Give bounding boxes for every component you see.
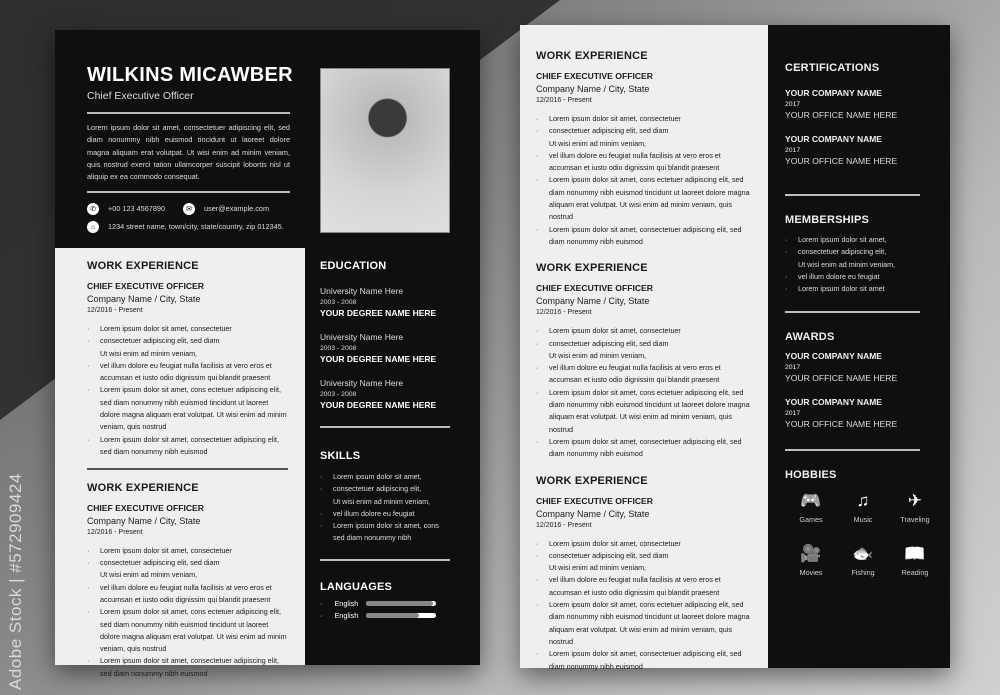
- main-column: [55, 248, 305, 678]
- bullet-item: · Lorem ipsum dolor sit amet, consectetuer: [87, 545, 288, 557]
- bullet-item: · Lorem ipsum dolor sit amet, cons ectetuer adipiscing elit, sed diam nonummy nibh euismod tincidunt ut laoreet dolore magna aliquam erat volutpat. Ut wisi enim ad minim veniam, quis nostrud: [536, 599, 754, 648]
- job-title: CHIEF EXECUTIVE OFFICER: [536, 495, 653, 506]
- bullet-item: · consectetuer adipiscing elit, sed diam Ut wisi enim ad minim veniam,: [536, 125, 754, 150]
- email: user@example.com: [204, 204, 270, 214]
- header: [87, 64, 307, 233]
- bullet-item: · Lorem ipsum dolor sit amet, consectetuer adipiscing elit, sed diam nonummy nibh euismod: [87, 434, 288, 459]
- language-level-fill: [366, 601, 433, 606]
- job-company: Company Name / City, State: [87, 294, 201, 304]
- bullet-item: · Lorem ipsum dolor sit amet, consectetuer adipiscing elit, sed diam nonummy nibh euismod: [536, 224, 754, 249]
- bullet-item: · consectetuer adipiscing elit, sed diam Ut wisi enim ad minim veniam,: [536, 338, 754, 363]
- entry: [785, 397, 920, 429]
- job-company: Company Name / City, State: [536, 84, 650, 94]
- main-column: [536, 50, 754, 671]
- bullet-item: · vel illum dolore eu feugiat nulla facilisis at vero eros et accumsan et iusto odio dignissim qui blandit praesent: [536, 150, 754, 175]
- membership-item: · vel illum dolore eu feugiat: [785, 271, 920, 283]
- education-entry: [320, 378, 450, 410]
- job-bullets: [536, 113, 754, 248]
- book-icon: 📖: [904, 544, 926, 564]
- bullet: ·: [320, 610, 323, 620]
- education-years: 2003 - 2008: [320, 299, 357, 306]
- bullet-item: · Lorem ipsum dolor sit amet, consectetuer: [536, 325, 754, 337]
- hobby-label: Fishing: [851, 568, 875, 578]
- skills-heading: SKILLS: [320, 450, 361, 462]
- summary: Lorem ipsum dolor sit amet, consectetuer adipiscing elit, sed diam nonummy nibh euismod tincidunt ut laoreet dolore magna aliquam erat volutpat. Ut wisi enim ad minim veniam, quis nostrud exerci tation ullamcorper suscipit lobortis nisl ut aliquip ex ea commodo consequat.: [87, 123, 290, 182]
- office-name: YOUR OFFICE NAME HERE: [785, 419, 898, 430]
- bullet-item: · consectetuer adipiscing elit, sed diam Ut wisi enim ad minim veniam,: [536, 550, 754, 575]
- degree-name: YOUR DEGREE NAME HERE: [320, 308, 437, 318]
- skill-item: · vel illum dolore eu feugiat: [320, 508, 450, 520]
- education-years: 2003 - 2008: [320, 345, 357, 352]
- divider: [785, 194, 920, 196]
- company-name: YOUR COMPANY NAME: [785, 351, 882, 362]
- bullet-item: · Lorem ipsum dolor sit amet, consectetuer adipiscing elit, sed diam nonummy nibh euismod: [536, 436, 754, 461]
- job-bullets: [536, 538, 754, 673]
- language-level-fill: [366, 613, 419, 618]
- language-item: [320, 611, 450, 620]
- entry-year: 2017: [785, 410, 801, 418]
- bullet-item: · Lorem ipsum dolor sit amet, cons ectetuer adipiscing elit, sed diam nonummy nibh euismod tincidunt ut laoreet dolore magna aliquam erat volutpat. Ut wisi enim ad minim veniam, quis nostrud: [87, 606, 288, 655]
- hobby-label: Music: [853, 515, 873, 525]
- awards-heading: AWARDS: [785, 331, 835, 344]
- bullet-item: · vel illum dolore eu feugiat nulla facilisis at vero eros et accumsan et iusto odio dignissim qui blandit praesent: [536, 574, 754, 599]
- candidate-role: Chief Executive Officer: [87, 90, 194, 102]
- job-entry: [536, 283, 754, 460]
- school-name: University Name Here: [320, 332, 404, 342]
- company-name: YOUR COMPANY NAME: [785, 134, 882, 144]
- side-column: [768, 25, 950, 668]
- hobby-label: Games: [799, 515, 823, 525]
- job-entry: [87, 503, 288, 680]
- profile-photo: [320, 68, 450, 233]
- hobby-reading: [889, 544, 941, 577]
- office-name: YOUR OFFICE NAME HERE: [785, 156, 898, 166]
- memberships-heading: MEMBERSHIPS: [785, 214, 870, 226]
- job-company: Company Name / City, State: [536, 508, 650, 519]
- language-level-bar: [366, 601, 436, 606]
- job-bullets: [87, 545, 288, 680]
- job-entry: [536, 496, 754, 673]
- bullet-item: · vel illum dolore eu feugiat nulla facilisis at vero eros et accumsan et iusto odio dignissim qui blandit praesent: [87, 582, 288, 607]
- membership-item: · Lorem ipsum dolor sit amet,: [785, 234, 920, 246]
- music-icon: ♫: [856, 491, 870, 511]
- hobby-movies: [785, 544, 837, 577]
- home-icon: ⌂: [87, 221, 99, 233]
- entry: [785, 134, 920, 166]
- bullet-item: · Lorem ipsum dolor sit amet, cons ectetuer adipiscing elit, sed diam nonummy nibh euismod tincidunt ut laoreet dolore magna aliquam erat volutpat. Ut wisi enim ad minim veniam, quis nostrud: [536, 387, 754, 436]
- degree-name: YOUR DEGREE NAME HERE: [320, 400, 437, 410]
- entry: [785, 88, 920, 120]
- job-dates: 12/2016 - Present: [536, 521, 592, 529]
- job-dates: 12/2016 - Present: [87, 307, 143, 314]
- entry-year: 2017: [785, 101, 801, 108]
- office-name: YOUR OFFICE NAME HERE: [785, 373, 898, 384]
- airplane-icon: ✈: [907, 491, 923, 511]
- hobby-label: Traveling: [900, 515, 930, 525]
- language-name: English: [334, 610, 359, 620]
- divider: [320, 559, 450, 561]
- resume-page-1: [55, 30, 480, 678]
- education-entry: [320, 332, 450, 364]
- job-entry: [87, 281, 288, 458]
- divider: [785, 311, 920, 313]
- work-experience-heading: WORK EXPERIENCE: [536, 474, 648, 487]
- fishing-icon: 🐟: [852, 544, 874, 564]
- divider: [87, 468, 288, 470]
- bullet-item: · consectetuer adipiscing elit, sed diam Ut wisi enim ad minim veniam,: [87, 557, 288, 582]
- phone: +00 123 4567890: [108, 204, 166, 214]
- language-name: English: [334, 598, 359, 608]
- work-experience-heading: WORK EXPERIENCE: [87, 260, 199, 272]
- bullet-item: · vel illum dolore eu feugiat nulla facilisis at vero eros et accumsan et iusto odio dignissim qui blandit praesent: [536, 362, 754, 387]
- job-entry: [536, 71, 754, 248]
- job-dates: 12/2016 - Present: [87, 528, 143, 536]
- side-column: [320, 260, 450, 620]
- watermark: Adobe Stock | #572909424: [6, 473, 25, 690]
- phone-icon: ✆: [87, 203, 99, 215]
- job-dates: 12/2016 - Present: [536, 97, 592, 104]
- entry: [785, 351, 920, 383]
- hobby-traveling: [889, 491, 941, 524]
- job-title: CHIEF EXECUTIVE OFFICER: [536, 283, 653, 294]
- entry-year: 2017: [785, 147, 801, 154]
- entry-year: 2017: [785, 364, 801, 372]
- hobby-music: [837, 491, 889, 524]
- hobbies-heading: HOBBIES: [785, 469, 837, 482]
- bullet-item: · vel illum dolore eu feugiat nulla facilisis at vero eros et accumsan et iusto odio dignissim qui blandit praesent: [87, 360, 288, 385]
- divider: [320, 426, 450, 428]
- language-level-bar: [366, 613, 436, 618]
- degree-name: YOUR DEGREE NAME HERE: [320, 354, 437, 364]
- job-title: CHIEF EXECUTIVE OFFICER: [536, 71, 653, 81]
- skill-item: · Lorem ipsum dolor sit amet, cons sed diam nonummy nibh: [320, 520, 450, 545]
- hobby-fishing: [837, 544, 889, 577]
- candidate-name: WILKINS MICAWBER: [87, 64, 293, 86]
- education-years: 2003 - 2008: [320, 391, 357, 398]
- education-entry: [320, 286, 450, 318]
- resume-page-2: [520, 25, 950, 671]
- bullet-item: · Lorem ipsum dolor sit amet, consectetuer: [87, 323, 288, 335]
- company-name: YOUR COMPANY NAME: [785, 397, 882, 408]
- bullet: ·: [320, 598, 323, 608]
- certifications-heading: CERTIFICATIONS: [785, 62, 880, 74]
- divider: [785, 449, 920, 451]
- work-experience-heading: WORK EXPERIENCE: [536, 50, 648, 62]
- divider: [87, 112, 290, 114]
- address: 1234 street name, town/city, state/country, zip 012345.: [108, 222, 284, 232]
- divider: [87, 191, 290, 193]
- bullet-item: · Lorem ipsum dolor sit amet, cons ectetuer adipiscing elit, sed diam nonummy nibh euismod tincidunt ut laoreet dolore magna aliquam erat volutpat. Ut wisi enim ad minim veniam, quis nostrud: [87, 384, 288, 433]
- gamepad-icon: 🎮: [800, 491, 822, 511]
- work-experience-heading: WORK EXPERIENCE: [87, 481, 199, 494]
- job-title: CHIEF EXECUTIVE OFFICER: [87, 281, 204, 291]
- membership-item: · consectetuer adipiscing elit, Ut wisi enim ad minim veniam,: [785, 246, 920, 271]
- skill-item: · Lorem ipsum dolor sit amet,: [320, 471, 450, 483]
- hobby-games: [785, 491, 837, 524]
- job-company: Company Name / City, State: [87, 515, 201, 526]
- hobby-label: Reading: [901, 568, 929, 578]
- office-name: YOUR OFFICE NAME HERE: [785, 110, 898, 120]
- bullet-item: · Lorem ipsum dolor sit amet, consectetuer adipiscing elit, sed diam nonummy nibh euismod: [87, 655, 288, 680]
- job-title: CHIEF EXECUTIVE OFFICER: [87, 502, 204, 513]
- membership-item: · Lorem ipsum dolor sit amet: [785, 283, 920, 295]
- languages-heading: LANGUAGES: [320, 580, 393, 593]
- movie-camera-icon: 🎥: [800, 544, 822, 564]
- bullet-item: · Lorem ipsum dolor sit amet, consectetuer adipiscing elit, sed diam nonummy nibh euismod: [536, 648, 754, 673]
- language-item: [320, 599, 450, 608]
- bullet-item: · consectetuer adipiscing elit, sed diam Ut wisi enim ad minim veniam,: [87, 335, 288, 360]
- bullet-item: · Lorem ipsum dolor sit amet, consectetuer: [536, 113, 754, 125]
- job-dates: 12/2016 - Present: [536, 309, 592, 317]
- hobby-label: Movies: [799, 568, 823, 578]
- school-name: University Name Here: [320, 286, 404, 296]
- company-name: YOUR COMPANY NAME: [785, 88, 882, 98]
- education-heading: EDUCATION: [320, 260, 387, 272]
- bullet-item: · Lorem ipsum dolor sit amet, consectetuer: [536, 538, 754, 550]
- skill-item: · consectetuer adipiscing elit, Ut wisi enim ad minim veniam,: [320, 483, 450, 508]
- job-bullets: [87, 323, 288, 458]
- bullet-item: · Lorem ipsum dolor sit amet, cons ectetuer adipiscing elit, sed diam nonummy nibh euismod tincidunt ut laoreet dolore magna aliquam erat volutpat. Ut wisi enim ad minim veniam, quis nostrud: [536, 174, 754, 223]
- work-experience-heading: WORK EXPERIENCE: [536, 262, 648, 275]
- job-company: Company Name / City, State: [536, 296, 650, 307]
- school-name: University Name Here: [320, 378, 404, 388]
- email-icon: ✉: [183, 203, 195, 215]
- job-bullets: [536, 325, 754, 460]
